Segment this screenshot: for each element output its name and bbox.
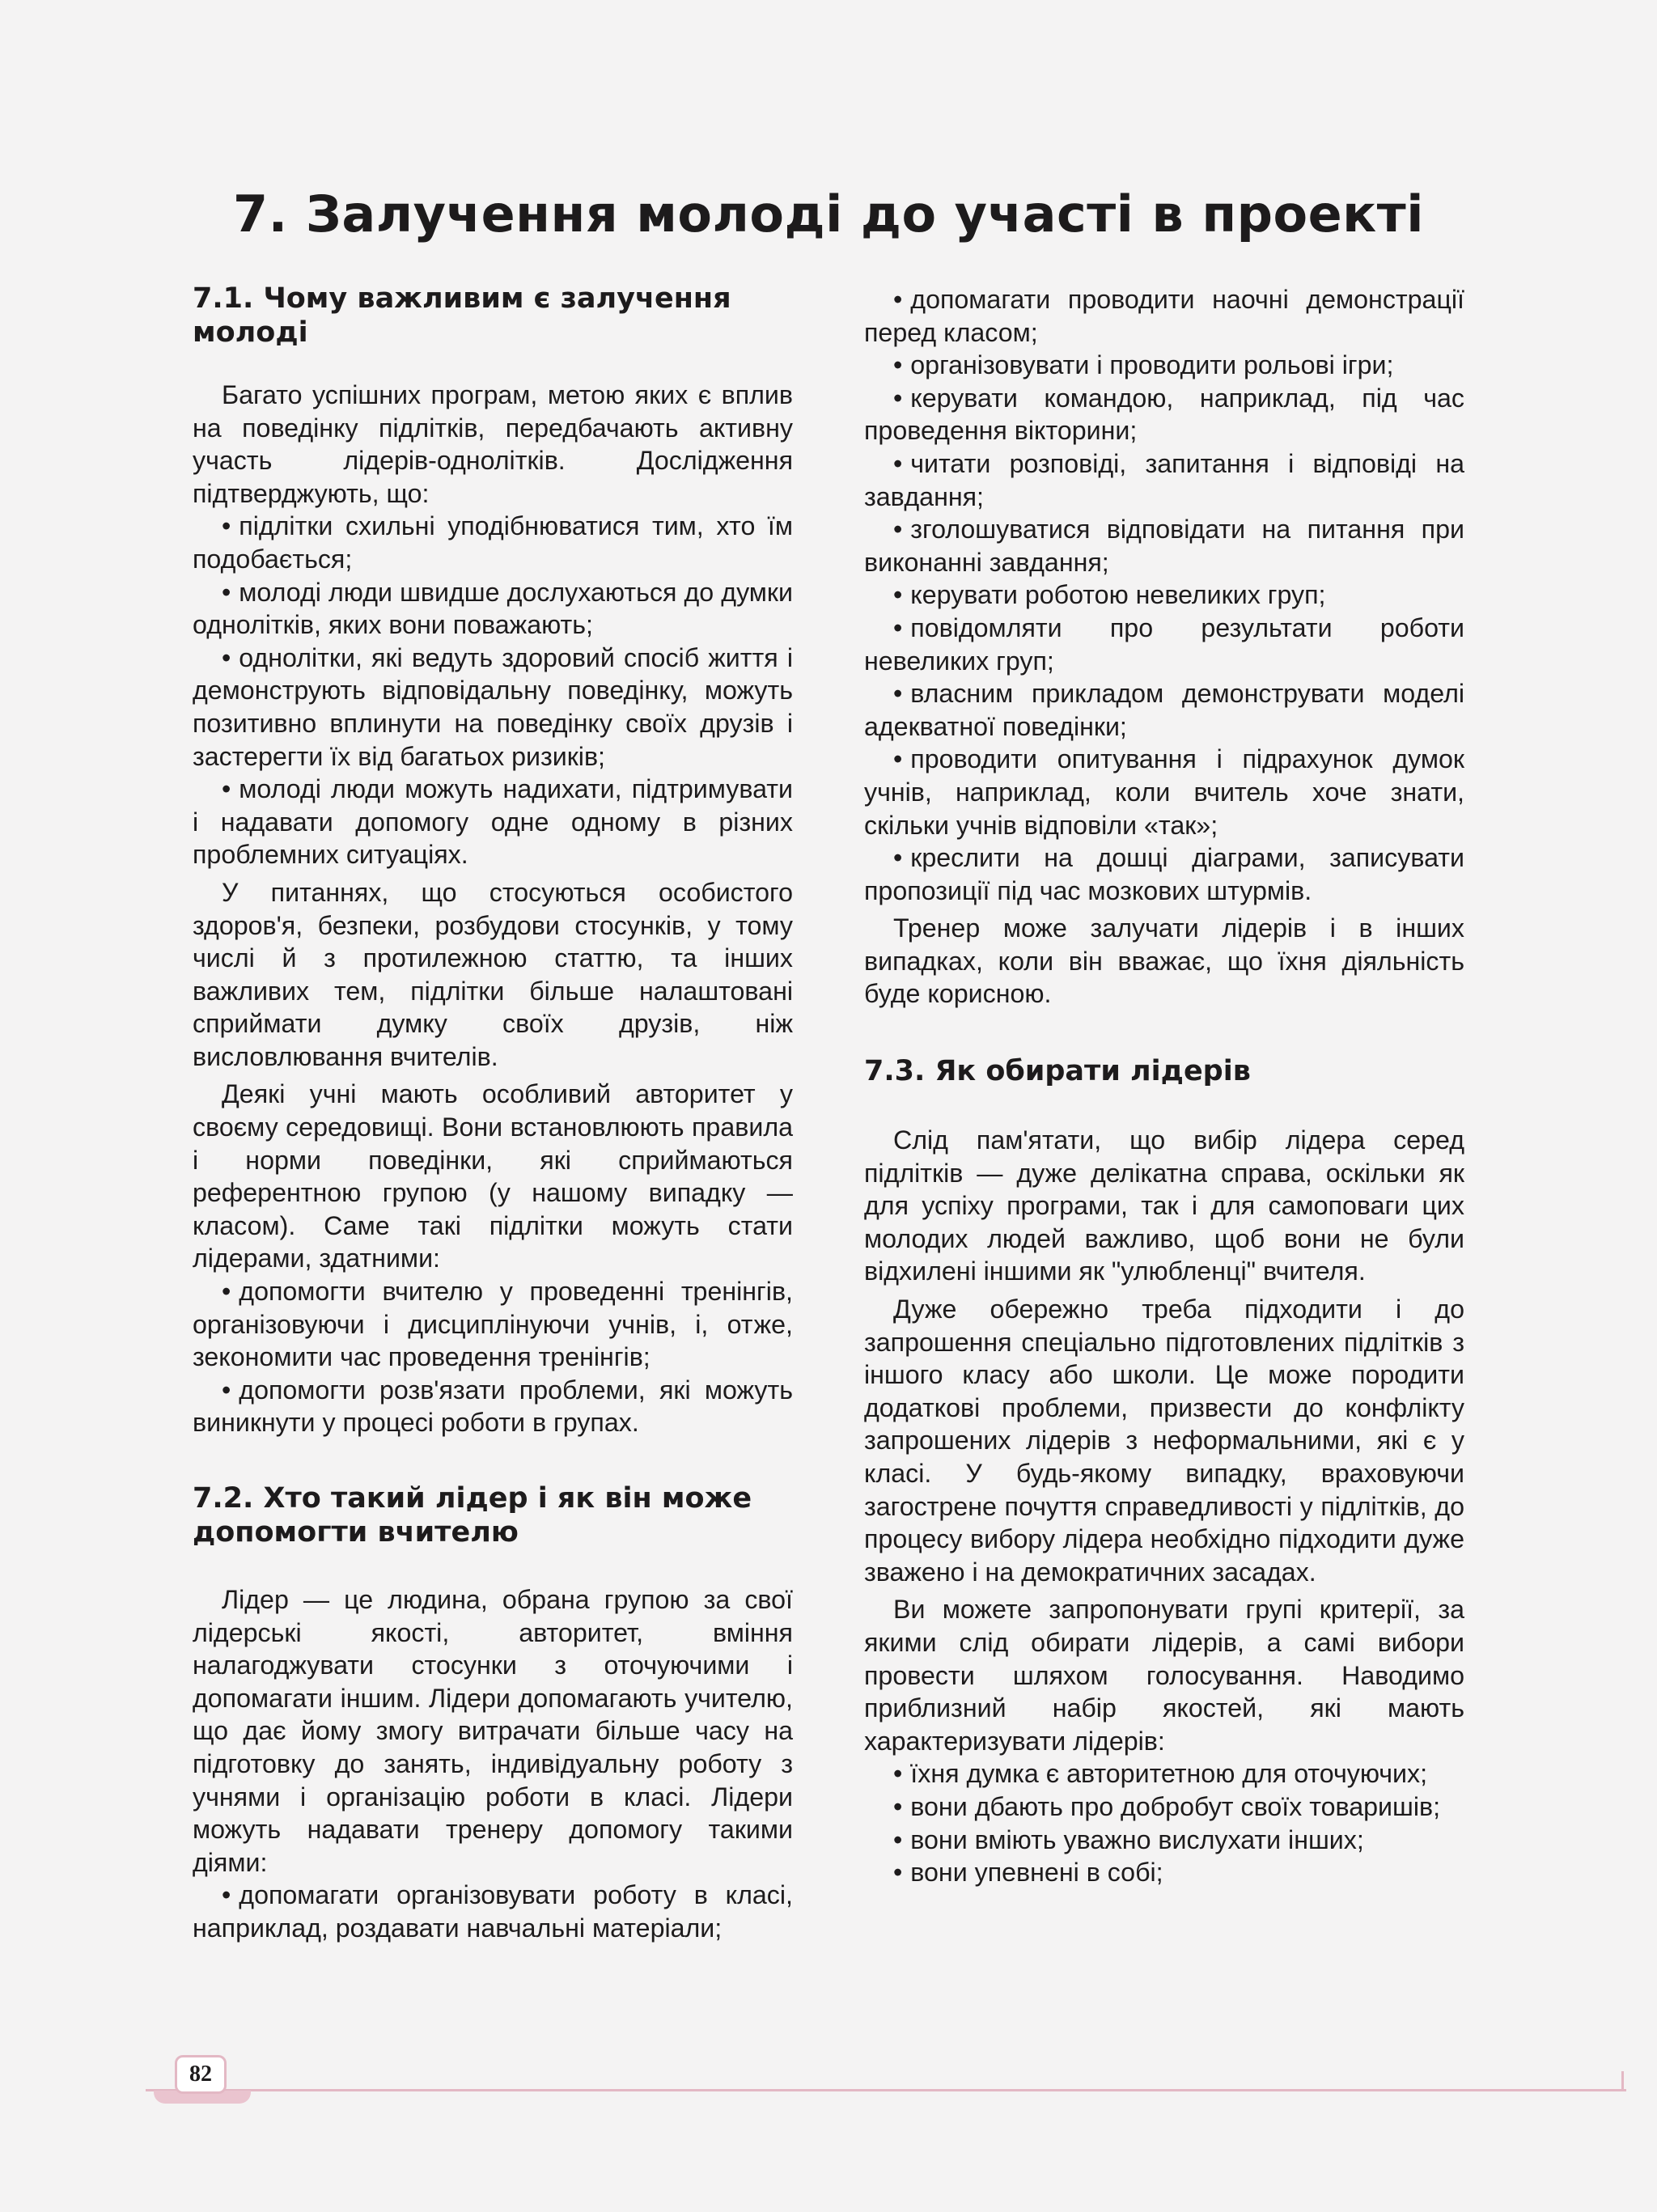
- paragraph: Дуже обережно треба підходити і до запрошення спеціально підготовлених підлітків з іншого класу або школи. Це може породити додаткові проблеми, призвести до конфлікту запрошених лідерів з неформальними, які є у класі. У будь-якому випадку, враховуючи загострене почуття справедливості у підлітків, до процесу вибору лідера необхідно підходити дуже зважено і на демократичних засадах.: [864, 1295, 1464, 1587]
- list-item: [864, 612, 1464, 677]
- list-item: [193, 773, 793, 871]
- list-item-text: їхня думка є авторитетною для оточуючих;: [910, 1759, 1428, 1789]
- list-item-text: повідомляти про результати роботи невеликих груп;: [864, 612, 1464, 676]
- list-item-text: вони вміють уважно вислухати інших;: [910, 1824, 1364, 1854]
- list-item-text: креслити на дошці діаграми, записувати пропозиції під час мозкових штурмів.: [864, 843, 1464, 905]
- list-item: [864, 349, 1464, 382]
- paragraph: Слід пам'ятати, що вибір лідера серед підлітків — дуже делікатна справа, оскільки як для успіху програми, так і для самоповаги цих молодих людей важливо, щоб вони не були відхилені іншими як "улюбленці" вчителя.: [864, 1125, 1464, 1286]
- bullet-icon: •: [893, 383, 903, 413]
- list-item-text: проводити опитування і підрахунок думок учнів, наприклад, коли вчитель хоче знати, скільки учнів відповіли «так»;: [864, 744, 1464, 840]
- section-heading-7-3: 7.3. Як обирати лідерів: [864, 1055, 1251, 1088]
- list-item-text: допомагати проводити наочні демонстрації перед класом;: [864, 285, 1464, 347]
- list-item-text: зголошуватися відповідати на питання при виконанні завдання;: [864, 515, 1464, 577]
- page-title: 7. Залучення молоді до участі в проекті: [233, 184, 1424, 244]
- list-item-text: молоді люди швидше дослухаються до думки однолітків, яких вони поважають;: [193, 577, 793, 640]
- list-item-text: керувати командою, наприклад, під час проведення вікторини;: [864, 383, 1464, 446]
- paragraph: Деякі учні мають особливий авторитет у своєму середовищі. Вони встановлюють правила і норми поведінки, які сприймаються референтною групою (у нашому випадку — класом). Саме такі підлітки можуть стати лідерами, здатними:: [193, 1079, 793, 1273]
- footer-rule: [146, 2089, 1626, 2091]
- list-item-text: вони упевнені в собі;: [910, 1858, 1163, 1888]
- left-column: [193, 282, 793, 1945]
- paragraph: Тренер може залучати лідерів і в інших випадках, коли він вважає, що їхня діяльність буде корисною.: [864, 913, 1464, 1009]
- bullet-icon: •: [222, 1375, 231, 1405]
- list-item: [193, 510, 793, 575]
- list-item: [193, 642, 793, 773]
- list-item-text: власним прикладом демонструвати моделі адекватної поведінки;: [864, 679, 1464, 741]
- bullet-icon: •: [222, 577, 231, 607]
- paragraph: Ви можете запропонувати групі критерії, за якими слід обирати лідерів, а самі вибори провести шляхом голосування. Наводимо приблизний набір якостей, які мають характеризувати лідерів:: [864, 1595, 1464, 1756]
- list-item-text: керувати роботою невеликих груп;: [910, 580, 1326, 610]
- list-item: [193, 1275, 793, 1374]
- list-item-text: допомогти вчителю у проведенні тренінгів, організовуючи і дисциплінуючи учнів, і, отже, зекономити час проведення тренінгів;: [193, 1277, 793, 1372]
- bullet-icon: •: [222, 511, 231, 541]
- bullet-icon: •: [893, 448, 903, 478]
- bullet-icon: •: [222, 1880, 231, 1910]
- list-item: [864, 578, 1464, 612]
- paragraph: У питаннях, що стосуються особистого здоров'я, безпеки, розбудови стосунків, у тому числі й з протилежною статтю, та інших важливих тем, підлітки більше налаштовані сприймати думку своїх друзів, ніж висловлювання вчителів.: [193, 877, 793, 1071]
- list-item-text: підлітки схильні уподібнюватися тим, хто їм подобається;: [193, 511, 793, 574]
- list-item: [864, 743, 1464, 841]
- list-item: [864, 1757, 1464, 1790]
- bullet-icon: •: [222, 774, 231, 804]
- bullet-icon: •: [222, 642, 231, 672]
- section-heading-7-2: 7.2. Хто такий лідер і як він може допомогти вчителю: [193, 1482, 752, 1549]
- list-item: [864, 382, 1464, 447]
- bullet-icon: •: [893, 744, 903, 774]
- bullet-icon: •: [893, 612, 903, 642]
- list-item: [864, 841, 1464, 907]
- list-item: [193, 1374, 793, 1439]
- bullet-icon: •: [893, 285, 903, 314]
- footer-edge-mark: [1621, 2071, 1624, 2089]
- page-number: 82: [175, 2055, 227, 2094]
- list-item: [864, 1824, 1464, 1857]
- bullet-icon: •: [893, 515, 903, 545]
- bullet-icon: •: [893, 843, 903, 873]
- bullet-icon: •: [893, 350, 903, 380]
- right-column: [864, 283, 1464, 1889]
- list-item-text: вони дбають про добробут своїх товаришів;: [910, 1791, 1441, 1821]
- list-item-text: допомагати організовувати роботу в класі, наприклад, роздавати навчальні матеріали;: [193, 1880, 793, 1943]
- bullet-icon: •: [893, 679, 903, 709]
- list-item: [864, 283, 1464, 349]
- list-item-text: читати розповіді, запитання і відповіді на завдання;: [864, 448, 1464, 511]
- list-item-text: організовувати і проводити рольові ігри;: [910, 350, 1394, 380]
- list-item-text: однолітки, які ведуть здоровий спосіб життя і демонструють відповідальну поведінку, можуть позитивно вплинути на поведінку своїх друзів і застерегти їх від багатьох ризиків;: [193, 642, 793, 771]
- bullet-icon: •: [893, 1858, 903, 1888]
- list-item: [864, 1856, 1464, 1889]
- list-item-text: допомогти розв'язати проблеми, які можуть виникнути у процесі роботи в групах.: [193, 1375, 793, 1438]
- section-heading-7-1: 7.1. Чому важливим є залучення молоді: [193, 282, 731, 349]
- list-item: [193, 576, 793, 642]
- list-item-text: молоді люди можуть надихати, підтримувати і надавати допомогу одне одному в різних проблемних ситуаціях.: [193, 774, 793, 870]
- list-item: [193, 1879, 793, 1944]
- list-item: [864, 1790, 1464, 1824]
- list-item: [864, 677, 1464, 743]
- list-item: [864, 447, 1464, 513]
- bullet-icon: •: [222, 1277, 231, 1307]
- bullet-icon: •: [893, 580, 903, 610]
- paragraph: Лідер — це людина, обрана групою за свої лідерські якості, авторитет, вміння налагоджувати стосунки з оточуючими і допомагати іншим. Лідери допомагають учителю, що дає йому змогу витрачати більше часу на підготовку до занять, індивідуальну роботу з учнями і організацію роботи в класі. Лідери можуть надавати тренеру допомогу такими діями:: [193, 1585, 793, 1877]
- bullet-icon: •: [893, 1759, 903, 1789]
- list-item: [864, 513, 1464, 578]
- paragraph: Багато успішних програм, метою яких є вплив на поведінку підлітків, передбачають активну участь лідерів-однолітків. Дослідження підтверджують, що:: [193, 380, 793, 508]
- bullet-icon: •: [893, 1824, 903, 1854]
- bullet-icon: •: [893, 1791, 903, 1821]
